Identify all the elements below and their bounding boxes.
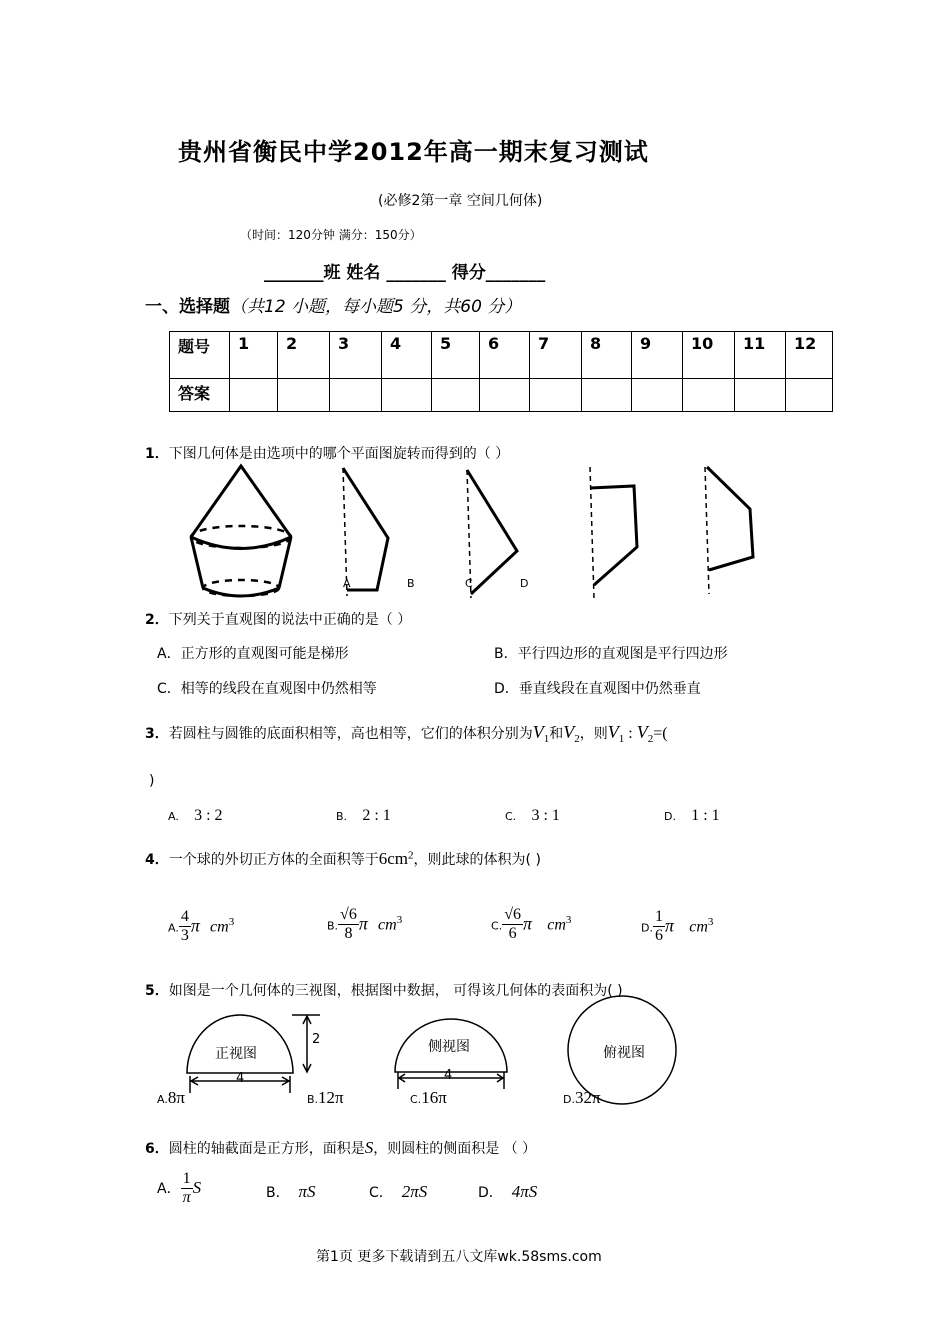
volume-symbol-2: V: [563, 722, 575, 742]
fraction: $\frac{√6}{8}$: [340, 906, 357, 943]
table-cell: 11: [735, 332, 786, 379]
fraction: $\frac{1}{\pi}$: [182, 1170, 191, 1207]
option-b[interactable]: B．平行四边形的直观图是平行四边形: [494, 646, 728, 662]
fraction: $\frac{1}{6}$: [654, 908, 663, 945]
width-dimension: 4: [444, 1068, 453, 1083]
option-label-c: C: [465, 577, 473, 590]
option-b[interactable]: B. 2 : 1: [336, 807, 391, 824]
section-note: （共12 小题，每小题5 分，共60 分）: [230, 297, 522, 317]
question-text: 一个球的外切正方体的全面积等于: [168, 852, 379, 868]
table-cell: 9: [632, 332, 683, 379]
option-d[interactable]: D．垂直线段在直观图中仍然垂直: [494, 681, 701, 697]
option-d[interactable]: D. 1 : 1: [664, 807, 720, 824]
option-b[interactable]: B. $\frac{√6}{8}$ π $cm^3$: [327, 906, 403, 943]
option-c[interactable]: C．相等的线段在直观图中仍然相等: [157, 681, 377, 697]
question-text: 下图几何体是由选项中的哪个平面图旋转而得到的（ ）: [168, 446, 510, 462]
option-b[interactable]: B． πS: [266, 1182, 316, 1201]
student-info-line: _______班 姓名 _______ 得分_______: [264, 263, 546, 283]
height-dimension: 2: [312, 1032, 321, 1047]
question-number: 6．: [145, 1141, 169, 1157]
question-text: 圆柱的轴截面是正方形，面积是: [168, 1141, 365, 1157]
table-cell: 5: [432, 332, 480, 379]
option-a[interactable]: A. $\frac{4}{3}$ π $cm^3$: [168, 908, 235, 945]
page-subtitle: (必修2第一章 空间几何体): [378, 193, 543, 209]
option-c[interactable]: C.16π: [410, 1088, 447, 1107]
option-c[interactable]: C． 2πS: [369, 1182, 428, 1201]
option-a[interactable]: A．正方形的直观图可能是梯形: [157, 646, 349, 662]
option-label-b: B: [407, 577, 415, 590]
table-cell: 7: [530, 332, 582, 379]
question-text: 如图是一个几何体的三视图，根据图中数据， 可得该几何体的表面积为( ): [168, 983, 623, 999]
side-view-label: 侧视图: [428, 1039, 470, 1055]
question-text: 下列关于直观图的说法中正确的是（ ）: [168, 612, 412, 628]
table-cell: 12: [786, 332, 833, 379]
question-number: 4．: [145, 852, 169, 868]
option-c[interactable]: C. 3 : 1: [505, 807, 560, 824]
table-header-cell: 题号: [170, 332, 230, 379]
question-number: 2．: [145, 612, 169, 628]
volume-symbol-1: V: [532, 722, 544, 742]
option-d[interactable]: D. $\frac{1}{6}$ π $cm^3$: [641, 908, 714, 945]
option-d[interactable]: D.32π: [563, 1088, 601, 1107]
section-title: 一、选择题: [145, 297, 230, 317]
question-6: 6．圆柱的轴截面是正方形，面积是S，则圆柱的侧面积是 （ ）: [145, 1138, 537, 1157]
question-4: 4．一个球的外切正方体的全面积等于$6cm^2$，则此球的体积为( ): [145, 849, 541, 868]
top-view-label: 俯视图: [603, 1045, 645, 1061]
question-3: 3．若圆柱与圆锥的底面积相等，高也相等，它们的体积分别为$V_1$和$V_2$，则$V_1$ : $V_2=$(: [145, 722, 668, 745]
option-label-d: D: [520, 577, 529, 590]
fraction: $\frac{√6}{6}$: [504, 906, 521, 943]
table-cell: 6: [480, 332, 530, 379]
question-text: 若圆柱与圆锥的底面积相等，高也相等，它们的体积分别为: [168, 726, 533, 742]
option-label-a: A: [343, 577, 351, 590]
question-number: 3．: [145, 726, 169, 742]
question-number: 1．: [145, 446, 169, 462]
page-footer: 第1页 更多下载请到五八文库wk.58sms.com: [316, 1249, 602, 1265]
table-header-cell: 答案: [170, 379, 230, 412]
table-cell: 4: [382, 332, 432, 379]
option-a[interactable]: A. 3 : 2: [168, 807, 223, 824]
option-b[interactable]: B.12π: [307, 1088, 344, 1107]
width-dimension: 4: [236, 1071, 245, 1086]
option-d[interactable]: D． 4πS: [478, 1182, 538, 1201]
area-value: 6cm: [378, 849, 409, 868]
table-cell: 10: [683, 332, 735, 379]
table-cell: 3: [330, 332, 382, 379]
question-number: 5．: [145, 983, 169, 999]
front-view-label: 正视图: [215, 1046, 257, 1062]
table-cell: 1: [230, 332, 278, 379]
question-3-close: ): [149, 773, 155, 789]
option-a[interactable]: A． $\frac{1}{\pi}$ S: [157, 1170, 202, 1207]
fraction: $\frac{4}{3}$: [180, 908, 189, 945]
option-c[interactable]: C. $\frac{√6}{6}$ π $cm^3$: [491, 906, 572, 943]
table-cell: 8: [582, 332, 632, 379]
table-cell: 2: [278, 332, 330, 379]
page-title: 贵州省衡民中学2012年高一期末复习测试: [178, 138, 649, 166]
time-info: （时间：120分钟 满分：150分）: [240, 228, 422, 242]
option-a[interactable]: A.8π: [157, 1088, 185, 1107]
